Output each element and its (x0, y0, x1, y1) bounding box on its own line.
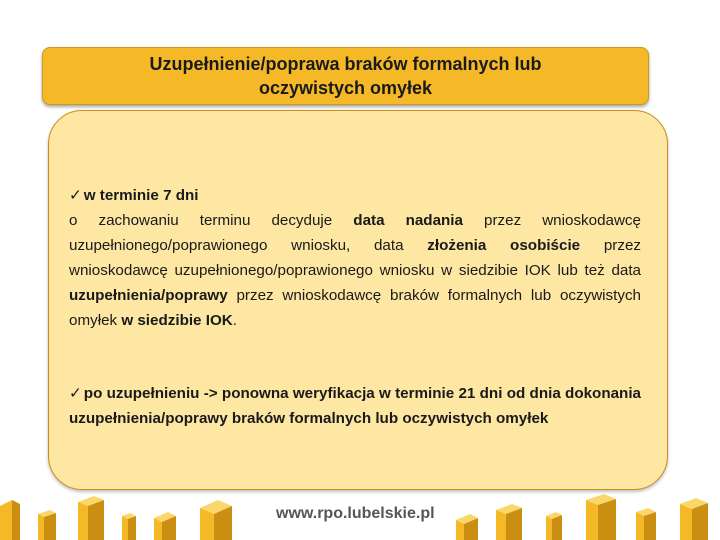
checkmark-icon: ✓ (69, 186, 82, 204)
footer (0, 488, 720, 540)
title-line-1: Uzupełnienie/poprawa braków formalnych lub (149, 54, 542, 74)
cube-icon (546, 512, 562, 540)
section-reverification (69, 381, 641, 431)
title-box (42, 47, 649, 105)
bold-segment: w siedzibie IOK (121, 312, 233, 329)
cube-icon (586, 494, 616, 540)
cube-icon (200, 500, 232, 540)
cube-icon (38, 510, 56, 540)
bold-segment: złożenia osobiście (427, 237, 581, 254)
cube-icon (680, 498, 708, 540)
text-segment: . (232, 312, 237, 329)
section-deadline-heading: w terminie 7 dni (83, 187, 199, 204)
text-segment: o zachowaniu terminu decyduje (69, 212, 354, 229)
text-segment: przez wnioskodawcę uzupełnionego/poprawionego wniosku, data (69, 212, 641, 254)
cube-icon (496, 504, 522, 540)
text-segment: przez wnioskodawcę braków formalnych lub oczywistych omyłek (69, 287, 641, 329)
checkmark-icon: ✓ (69, 384, 82, 402)
content-text (69, 183, 641, 431)
text-segment: przez wnioskodawcę uzupełnionego/poprawionego wniosku w siedzibie IOK lub też data (69, 237, 641, 279)
cube-icon (122, 513, 136, 540)
title-line-2: oczywistych omyłek (258, 78, 433, 98)
section-reverification-text: po uzupełnieniu -> ponowna weryfikacja w terminie 21 dni od dnia dokonania uzupełnienia/poprawy braków formalnych lub oczywistych omyłek (69, 385, 641, 427)
footer-url-link[interactable]: www.rpo.lubelskie.pl (276, 505, 435, 522)
content-box (48, 110, 668, 490)
section-deadline (69, 183, 641, 333)
cube-icon (78, 496, 104, 540)
slide-title (146, 52, 546, 100)
cube-icon (636, 508, 656, 540)
cube-icon (0, 500, 20, 540)
cube-icon (154, 512, 176, 540)
bold-segment: uzupełnienia/poprawy (69, 287, 228, 304)
bold-segment: data nadania (353, 212, 463, 229)
cube-icon (456, 514, 478, 540)
